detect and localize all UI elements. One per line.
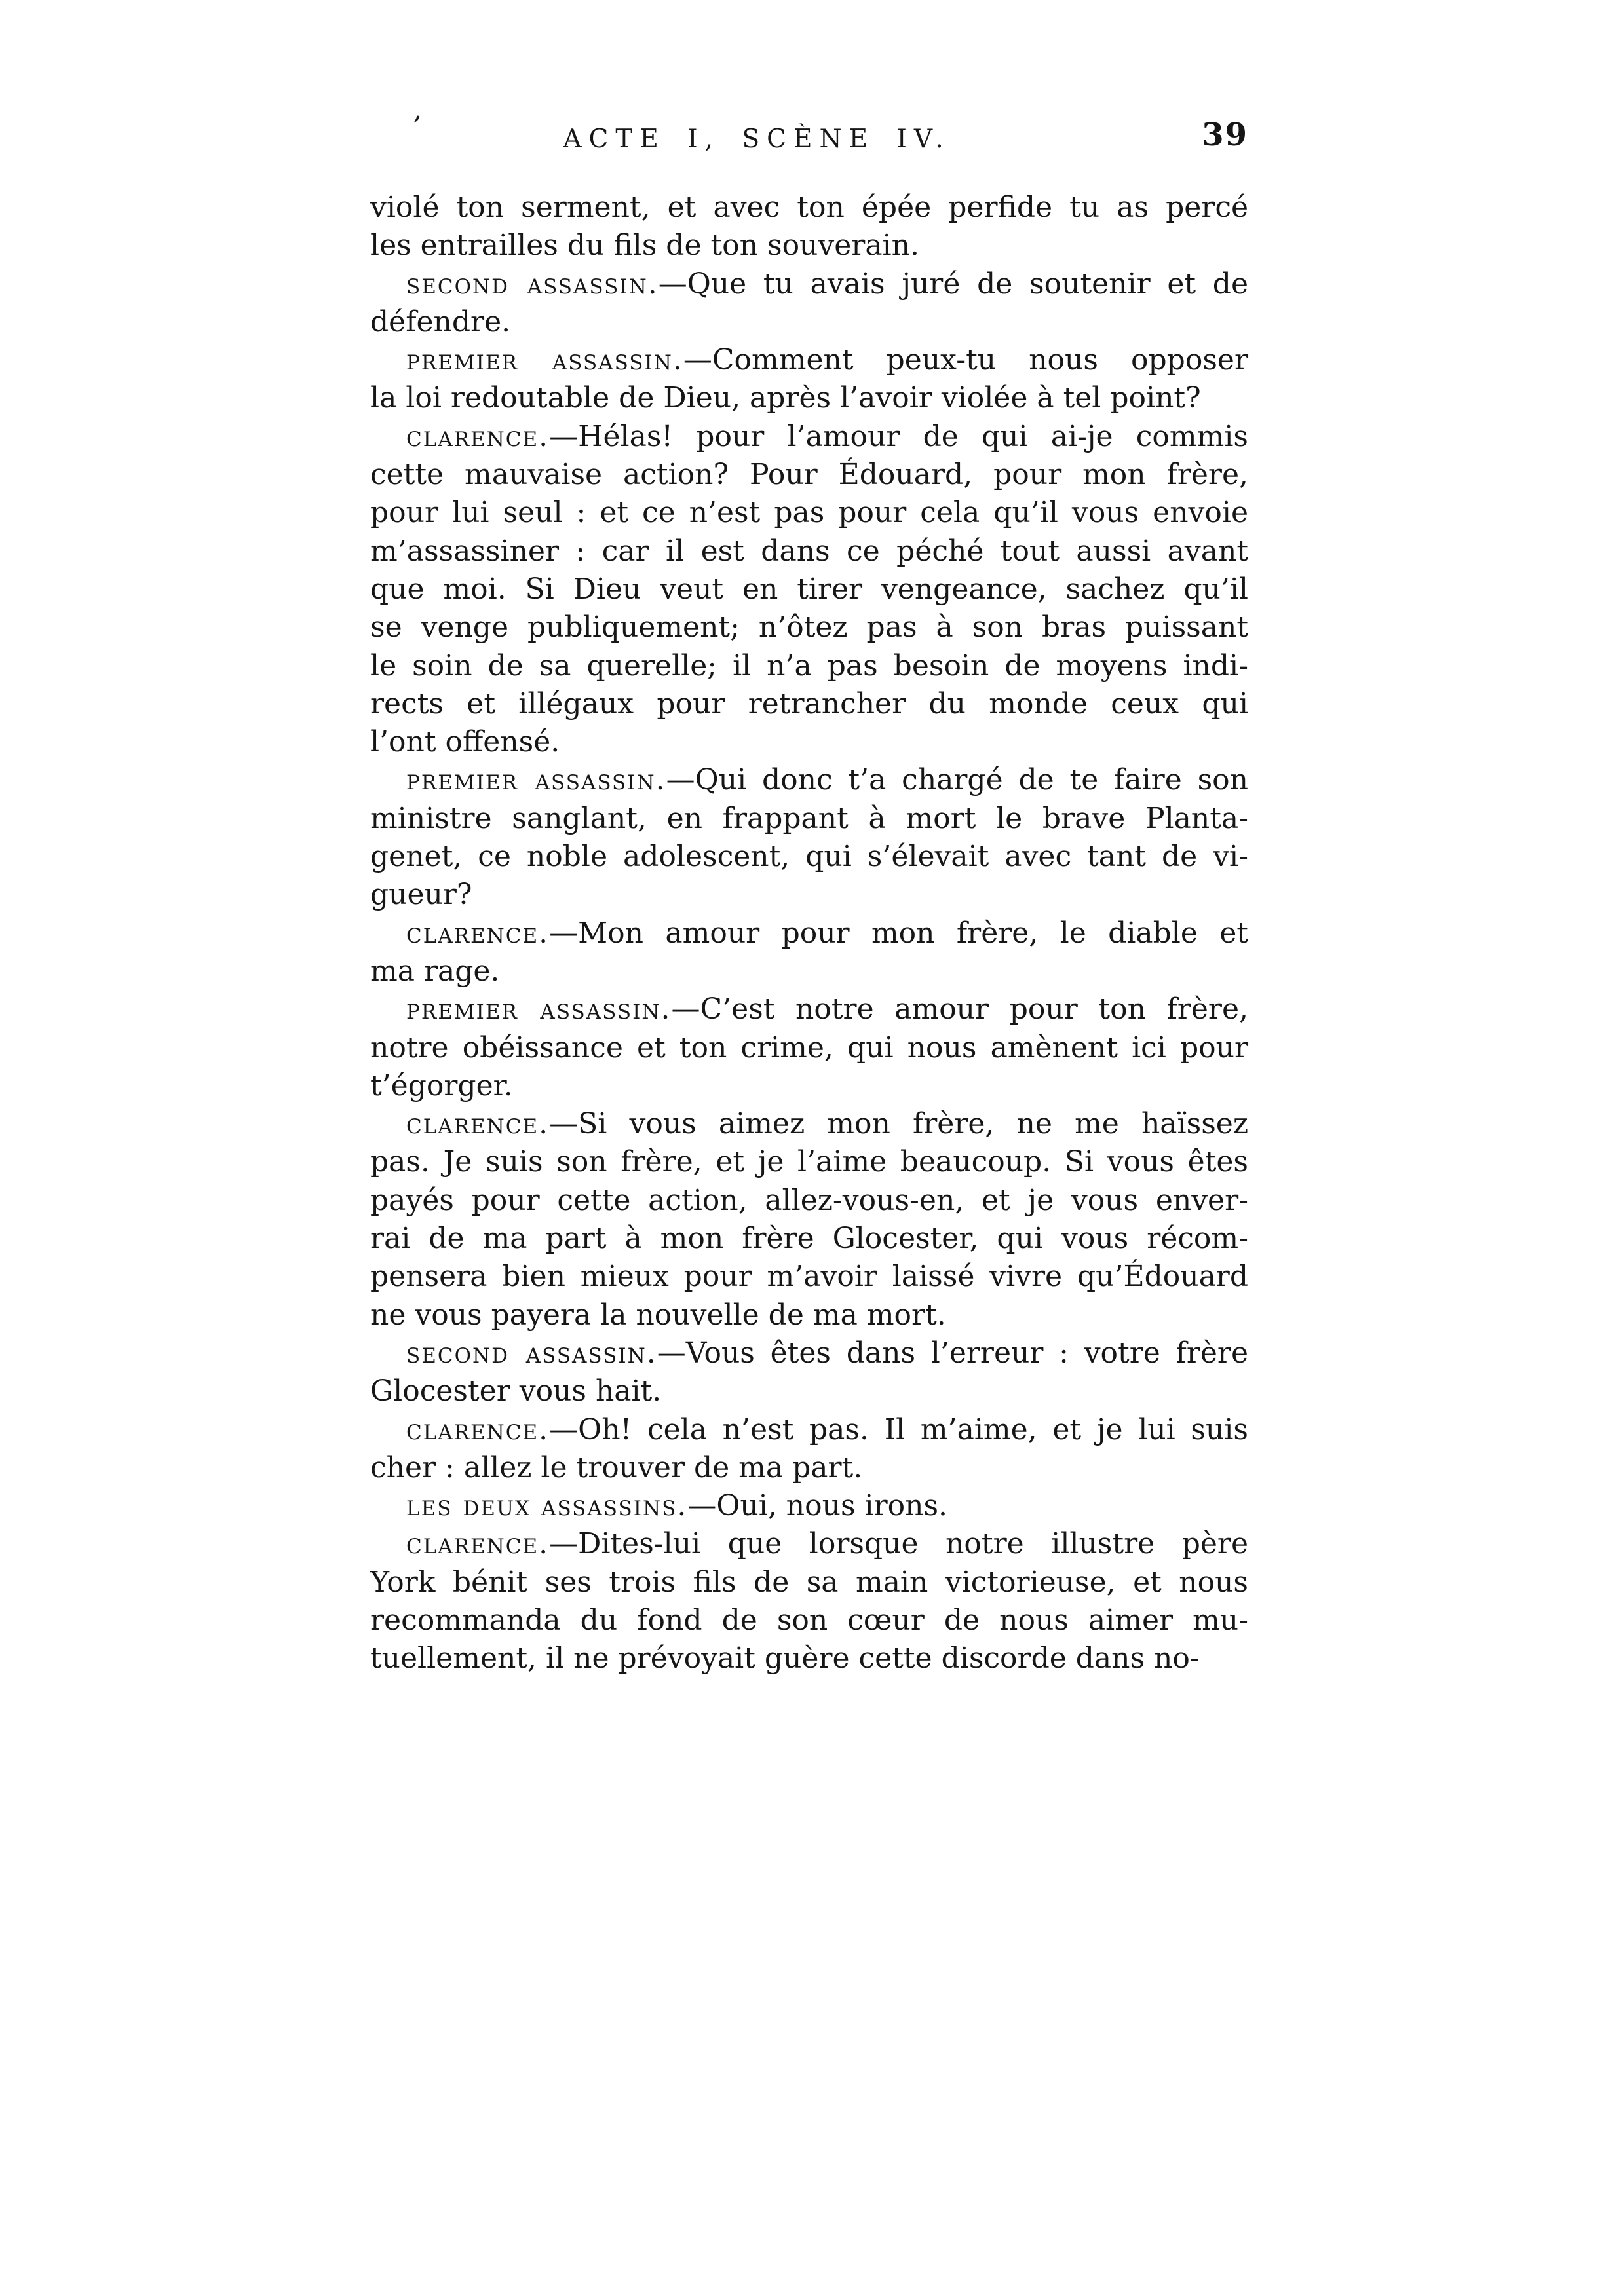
text-line: la loi redoutable de Dieu, après l’avoir violée à tel point? [370,381,1201,415]
text-line: payés pour cette action, allez-vous-en, et je vous enver- [370,1183,1248,1217]
text-line: clarence.—Si vous aimez mon frère, ne me haïssez [406,1107,1248,1141]
text-line: l’ont offensé. [370,725,560,759]
text-block [370,189,1248,1678]
text-line: second assassin.—Vous êtes dans l’erreur : votre frère [406,1336,1248,1370]
text-line: défendre. [370,305,511,339]
speaker-name: clarence. [406,1107,550,1141]
text-line: York bénit ses trois fils de sa main victorieuse, et nous [370,1565,1248,1599]
text-line: second assassin.—Que tu avais juré de soutenir et de [406,267,1248,301]
text-line: ne vous payera la nouvelle de ma mort. [370,1298,946,1332]
text-line: pensera bien mieux pour m’avoir laissé vivre qu’Édouard [370,1260,1248,1294]
speaker-name: clarence. [406,419,550,453]
text-line: que moi. Si Dieu veut en tirer vengeance, sachez qu’il [370,572,1248,606]
speaker-name: clarence. [406,1412,550,1446]
text-line: tuellement, il ne prévoyait guère cette discorde dans no- [370,1642,1200,1676]
stray-apostrophe-mark: ’ [409,109,423,143]
text-line: clarence.—Dites-lui que lorsque notre illustre père [406,1527,1248,1561]
speaker-name: premier assassin. [406,763,666,797]
page-number: 39 [1202,117,1248,153]
text-line: les deux assassins.—Oui, nous irons. [406,1489,948,1523]
text-line: cher : allez le trouver de ma part. [370,1450,863,1484]
text-line: ministre sanglant, en frappant à mort le brave Planta- [370,801,1248,835]
text-line: pour lui seul : et ce n’est pas pour cela qu’il vous envoie [370,496,1248,530]
text-line: les entrailles du fils de ton souverain. [370,229,919,263]
text-line: clarence.—Hélas! pour l’amour de qui ai-je commis [406,419,1248,453]
speaker-name: premier assassin. [406,992,672,1026]
text-line: recommanda du fond de son cœur de nous aimer mu- [370,1603,1248,1637]
speaker-name: clarence. [406,1527,550,1561]
text-line: premier assassin.—C’est notre amour pour ton frère, [406,992,1248,1026]
speaker-name: clarence. [406,916,550,950]
text-line: premier assassin.—Comment peux-tu nous opposer [406,343,1248,377]
text-line: ma rage. [370,954,500,988]
text-line: t’égorger. [370,1068,513,1102]
speaker-name: second assassin. [406,1336,657,1370]
text-line: violé ton serment, et avec ton épée perfide tu as percé [370,191,1248,224]
text-line: rai de ma part à mon frère Glocester, qui vous récom- [370,1222,1248,1256]
text-line: m’assassiner : car il est dans ce péché tout aussi avant [370,534,1248,568]
text-line: clarence.—Mon amour pour mon frère, le diable et [406,916,1248,950]
text-line: rects et illégaux pour retrancher du monde ceux qui [370,687,1248,721]
speaker-name: premier assassin. [406,343,683,377]
text-line: notre obéissance et ton crime, qui nous amènent ici pour [370,1030,1248,1064]
text-line: genet, ce noble adolescent, qui s’élevait avec tant de vi- [370,840,1248,874]
text-line: premier assassin.—Qui donc t’a chargé de te faire son [406,763,1248,797]
text-line: Glocester vous hait. [370,1374,662,1408]
text-line: le soin de sa querelle; il n’a pas besoin de moyens indi- [370,649,1248,683]
speaker-name: les deux assassins. [406,1489,688,1523]
text-line: se venge publiquement; n’ôtez pas à son bras puissant [370,611,1248,645]
speaker-name: second assassin. [406,267,659,301]
text-line: clarence.—Oh! cela n’est pas. Il m’aime, et je lui suis [406,1412,1248,1446]
running-title: ACTE I, SCÈNE IV. [563,124,951,154]
text-line: gueur? [370,878,472,912]
text-line: cette mauvaise action? Pour Édouard, pour mon frère, [370,458,1248,492]
text-line: pas. Je suis son frère, et je l’aime beaucoup. Si vous êtes [370,1145,1248,1179]
